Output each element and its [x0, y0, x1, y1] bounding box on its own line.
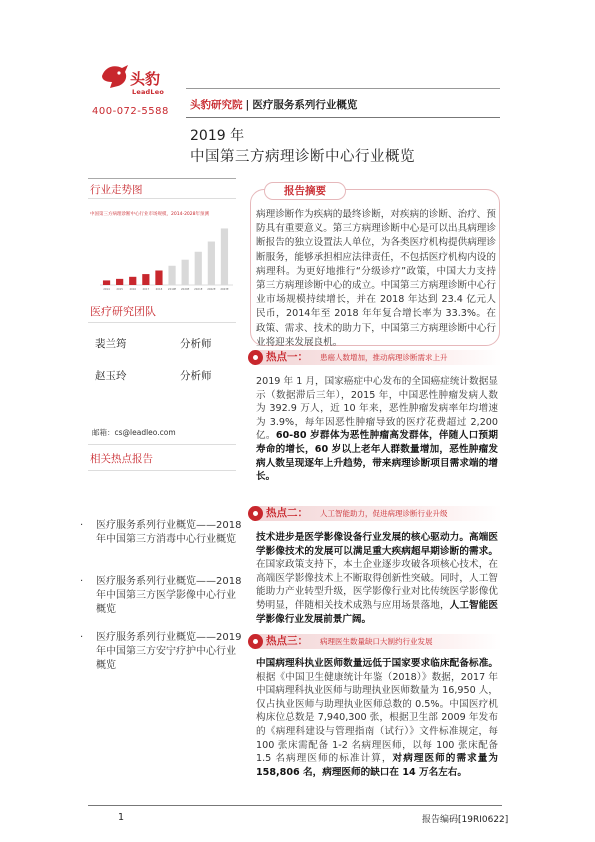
hotspot-3-para-1: 中国病理科执业医师数量远低于国家要求临床配备标准。 [256, 658, 498, 669]
report-code: 报告编码[19RI0622] [422, 815, 509, 825]
logo-text-cn: 头豹 [130, 70, 161, 88]
analyst-name-1: 裴兰筠 [95, 338, 127, 350]
related-report-3[interactable] [82, 631, 242, 673]
chart-tick-label: 2020E [181, 288, 190, 291]
chart-bar-2014 [103, 280, 110, 285]
hotspot-3-para-3: 对病理医师的需求量为 158,806 名，病理医师的缺口在 14 万名左右。 [256, 753, 499, 778]
chart-tick-label: 2019E [167, 288, 177, 291]
related-report-text: 医疗服务系列行业概览——2018 年中国第三方消毒中心行业概览 [96, 520, 242, 545]
chart-tick-label: 2015 [116, 288, 123, 291]
related-report-text: 医疗服务系列行业概览——2019 年中国第三方安宁疗护中心行业概览 [96, 632, 242, 671]
related-report-text: 医疗服务系列行业概览——2018 年中国第三方医学影像中心行业概览 [96, 576, 242, 615]
chart-bar-2015 [116, 279, 123, 285]
hotspot-3-body [256, 657, 498, 779]
hotspot-2-body [256, 531, 498, 626]
left-rule-3 [88, 322, 236, 323]
chart-tick-label: 2021E [194, 288, 203, 291]
analyst-name-2: 赵玉玲 [95, 370, 127, 382]
summary-tab: 报告摘要 [264, 182, 346, 200]
analyst-role-2: 分析师 [180, 370, 212, 382]
hotspot-1-header [252, 350, 502, 365]
chart-tick-label: 2017 [142, 288, 150, 291]
brand-logo [100, 62, 175, 102]
left-rule-2 [88, 198, 236, 199]
hotspot-2-para-3: 人工智能医学影像行业发展前景广阔。 [256, 599, 498, 625]
hotspot-3-header [252, 634, 502, 649]
hotspot-3-para-2: 根据《中国卫生健康统计年鉴（2018）》数据，2017 年中国病理科执业医师与助理执业医师数量为 16,950 人，仅占执业医师与助理执业医师总数的 0.5%。中国医疗机构床位总数是 7,940,300 张，根据卫生部 2009 年发布的《病理科建设与管理指南（试行）》文件标准规定，每 100 张床需配备 1-2 名病理医师，以每 100 张床配备 1.5 名病理医师的标准计算， [256, 671, 498, 765]
chart-bar-2022E [208, 242, 215, 285]
breadcrumb-org: 头豹研究院 [190, 99, 243, 111]
footer-rule [88, 805, 502, 806]
trend-chart [90, 211, 235, 291]
title-rule [186, 117, 500, 118]
chart-bar-2021E [195, 252, 202, 285]
hotspot-2-label: 热点二： [266, 507, 308, 519]
chart-bar-2016 [129, 277, 136, 285]
hotspot-1-para-2: 60-80 岁群体为恶性肿瘤高发群体，伴随人口预期寿命的增长，60 岁以上老年人群数量增加，恶性肿瘤发病人数呈现逐年上升趋势，带来病理诊断项目需求端的增长。 [256, 430, 498, 483]
hotspot-1-body [256, 375, 498, 484]
related-report-1[interactable] [82, 519, 242, 547]
chart-canvas [90, 219, 235, 291]
hotspot-3-label: 热点三： [266, 635, 308, 647]
chart-bar-2017 [142, 274, 149, 285]
hotspot-3-subtitle: 病理医生数量缺口大制约行业发展 [320, 637, 433, 646]
chart-tick-label: 2018 [155, 288, 163, 291]
logo-text-en: LeadLeo [132, 88, 165, 96]
left-rule-5 [88, 470, 236, 471]
leopard-icon [100, 62, 130, 90]
left-rule-1 [88, 178, 236, 179]
related-heading: 相关热点报告 [90, 453, 153, 465]
breadcrumb [190, 97, 357, 112]
header-rule [186, 88, 500, 89]
chart-bar-2023E [221, 228, 228, 285]
hotline-number: 400-072-5588 [92, 106, 169, 117]
trend-heading: 行业走势图 [90, 184, 143, 196]
target-icon [248, 634, 263, 649]
hotspot-1-para-1: 2019 年 1 月，国家癌症中心发布的全国癌症统计数据显示（数据滞后三年），2015 年，中国恶性肿瘤发病人数为 392.9 万人，近 10 年来，恶性肿瘤发病率年均增速为 3.9%，每年因恶性肿瘤导致的医疗花费超过 2,200 亿。 [256, 376, 498, 442]
hotspot-2-header [252, 506, 502, 521]
analyst-role-1: 分析师 [180, 338, 212, 350]
chart-title: 中国第三方病理诊断中心行业市场规模，2014-2028年预测 [90, 212, 210, 217]
left-rule-4 [88, 444, 236, 445]
team-heading: 医疗研究团队 [90, 305, 156, 318]
hotspot-2-para-2: 在国家政策支持下，本土企业逐步攻破各项核心技术，在高端医学影像技术上不断取得创新性突破。同时，人工智能助力产业转型升级，医学影像行业对比传统医学影像优势明显，伴随相关技术成熟与应用场景落地， [256, 559, 498, 611]
summary-text: 病理诊断作为疾病的最终诊断，对疾病的诊断、治疗、预防具有重要意义。第三方病理诊断中心是可以出具病理诊断报告的独立设置法人单位，为各类医疗机构提供病理诊断服务，能够承担相应法律责任，不包括医疗机构内设的病理科。为更好地推行“分级诊疗”政策，中国大力支持第三方病理诊断中心的成立。中国第三方病理诊断中心行业市场规模持续增长，并在 2018 年达到 23.4 亿元人民币，2014年至 2018 年年复合增长率为 33.3%。在政策、需求、技术的助力下，中国第三方病理诊断中心行业将迎来发展良机。 [256, 209, 496, 348]
hotspot-2-para-1: 技术进步是医学影像设备行业发展的核心驱动力。高端医学影像技术的发展可以满足重大疾病超早期诊断的需求。 [256, 532, 498, 557]
breadcrumb-series: 医疗服务系列行业概览 [252, 99, 358, 111]
bullet-dot: · [80, 632, 84, 643]
chart-bar-2020E [182, 260, 189, 285]
hotspot-2-subtitle: 人工智能助力，促进病理诊断行业升级 [320, 509, 448, 518]
breadcrumb-separator: | [245, 99, 250, 111]
report-year: 2019 年 [190, 128, 245, 144]
contact-email: 邮箱：cs@leadleo.com [92, 428, 176, 437]
hotspot-1-subtitle: 患癌人数增加，推动病理诊断需求上升 [320, 353, 448, 362]
page-number: 1 [118, 812, 125, 823]
chart-bar-2018 [155, 270, 162, 285]
chart-tick-label: 2022E [207, 288, 216, 291]
chart-tick-label: 2023E [220, 288, 229, 291]
chart-tick-label: 2016 [129, 288, 137, 291]
bullet-dot: · [80, 576, 84, 587]
target-icon [248, 350, 263, 365]
report-title: 中国第三方病理诊断中心行业概览 [190, 149, 415, 165]
chart-bar-2019E [168, 266, 175, 285]
bullet-dot: · [80, 520, 84, 531]
target-icon [248, 506, 263, 521]
hotspot-1-label: 热点一： [266, 351, 308, 363]
related-report-2[interactable] [82, 575, 242, 617]
chart-tick-label: 2014 [103, 288, 110, 291]
